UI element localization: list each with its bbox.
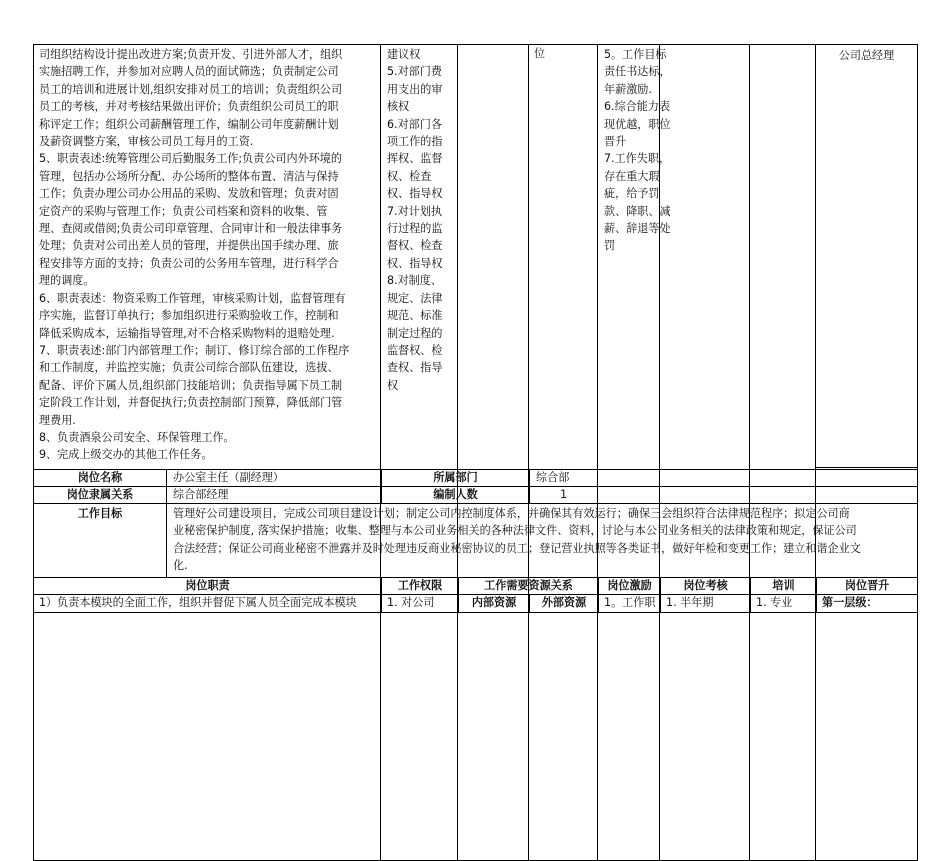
authority-line: 监督权、检 <box>387 343 443 357</box>
authority-line: 规范、标准 <box>387 309 443 323</box>
authority-line: 项工作的指 <box>387 135 443 149</box>
duties-line: 9、完成上级交办的其他工作任务。 <box>39 448 213 462</box>
authority-row-1-text: 1. 对公司 <box>382 595 459 613</box>
goal-label: 工作目标 <box>34 504 167 578</box>
header-promotion: 岗位晋升 <box>817 578 918 595</box>
training-cell <box>750 45 816 861</box>
duties-line: 理的调度。 <box>39 274 95 288</box>
authority-line: 建议权 <box>387 48 421 61</box>
job-info-table <box>33 469 918 613</box>
header-authority: 工作权限 <box>382 578 459 595</box>
authority-line: 7.对计划执 <box>387 204 442 218</box>
authority-line: 权、指导权 <box>387 256 443 270</box>
goal-line: 管理好公司建设项目，完成公司项目建设计划；制定公司内控制度体系，并确保其有效运行；确保三会组织符合法律规范程序；拟定公司商 <box>173 507 850 520</box>
duties-line: 6、职责表述：物资采购工作管理，审核采购计划，监督管理有 <box>39 291 346 305</box>
authority-line: 核权 <box>387 100 410 114</box>
duties-line: 实施招聘工作，并参加对应聘人员的面试筛选；负责制定公司 <box>39 65 339 79</box>
incentive-line: 薪、辞退等处 <box>604 222 671 236</box>
header-duties: 岗位职责 <box>34 578 382 595</box>
authority-line: 督权、检查 <box>387 239 443 253</box>
duties-line: 5、职责表述:统筹管理公司后勤服务工作;负责公司内外环境的 <box>39 152 342 166</box>
goal-text <box>173 505 911 575</box>
duties-line: 8、负责酒泉公司安全、环保管理工作。 <box>39 430 235 444</box>
header-incentive: 岗位激励 <box>599 578 661 595</box>
promotion-row-1-text: 第一层级： <box>817 595 918 613</box>
incentive-line: 款、降职、减 <box>604 204 671 218</box>
duties-text <box>39 46 377 464</box>
incentive-cell <box>598 45 671 861</box>
incentive-line: 存在重大瑕 <box>604 169 660 183</box>
authority-line: 用支出的审 <box>387 82 443 96</box>
duties-line: 程安排等方面的支持；负责公司的公务用车管理，进行科学合 <box>39 256 339 270</box>
duties-line: 称评定工作；组织公司薪酬管理工作，编制公司年度薪酬计划 <box>39 117 339 131</box>
subheader-external-resource: 外部资源 <box>530 595 599 613</box>
duties-line: 和工作制度，并监控实施；负责公司综合部队伍建设，选拔、 <box>39 361 339 375</box>
duties-line: 处理；负责对公司出差人员的管理，并提供出国手续办理、旅 <box>39 239 339 253</box>
promotion-cell <box>816 45 918 468</box>
authority-line: 挥权、监督 <box>387 152 443 166</box>
authority-line: 权、检查 <box>387 169 432 183</box>
header-assessment: 岗位考核 <box>661 578 751 595</box>
duties-line: 员工的考核，并对考核结果做出评价；负责组织公司员工的职 <box>39 100 339 114</box>
authority-line: 规定、法律 <box>387 291 443 305</box>
subheader-internal-resource: 内部资源 <box>459 595 530 613</box>
header-resource: 工作需要资源关系 <box>459 578 599 595</box>
authority-line: 权、指导权 <box>387 187 443 201</box>
incentive-line: 罚 <box>604 239 616 253</box>
duties-line: 司组织结构设计提出改进方案;负责开发、引进外部人才，组织 <box>39 48 343 61</box>
duties-cell <box>34 45 381 861</box>
goal-line: 合法经营；保证公司商业秘密不泄露并及时处理违反商业秘密协议的员工；登记营业执照等各类证书，做好年检和变更工作；建立和谐企业文 <box>173 541 861 555</box>
incentive-line: 责任书达标， <box>604 65 671 79</box>
goal-line: 化. <box>173 559 188 573</box>
duties-line: 管理，包括办公场所分配、办公场所的整体布置、清洁与保持 <box>39 169 339 183</box>
duties-line: 配备、评价下属人员,组织部门技能培训；负责指导属下员工制 <box>39 378 343 392</box>
incentive-line: 5。工作目标 <box>604 48 667 61</box>
training-row-1-text: 1. 专业 <box>751 595 817 613</box>
goal-cell <box>167 504 918 578</box>
duties-line: 员工的培训和进展计划,组织安排对员工的培训；负责组织公司 <box>39 82 343 96</box>
duties-line: 工作；负责办理公司办公用品的采购、发放和管理；负责对固 <box>39 187 339 201</box>
incentive-line: 7.工作失职， <box>604 152 671 166</box>
headcount-value: 1 <box>530 487 918 504</box>
incentive-row-1-text: 1。工作职 <box>599 595 661 613</box>
department-label: 所属部门 <box>382 470 530 487</box>
authority-line: 制定过程的 <box>387 326 443 340</box>
external-resource-text: 位 <box>534 47 546 60</box>
incentive-text <box>604 46 671 255</box>
duties-line: 序实施，监督订单执行；参加组织进行采购验收工作，控制和 <box>39 309 339 323</box>
incentive-line: 疵，给予罚 <box>604 187 660 201</box>
duties-line: 7、职责表述:部门内部管理工作；制订、修订综合部的工作程序 <box>39 343 350 357</box>
authority-line: 5.对部门费 <box>387 65 442 79</box>
incentive-line: 年薪激励. <box>604 82 652 96</box>
authority-line: 8.对制度、 <box>387 274 442 288</box>
authority-line: 6.对部门各 <box>387 117 442 131</box>
incentive-line: 现优越，职位 <box>604 117 671 131</box>
department-value: 综合部 <box>530 470 918 487</box>
authority-line: 行过程的监 <box>387 222 443 236</box>
relation-value: 综合部经理 <box>167 487 382 504</box>
duties-line: 定资产的采购与管理工作；负责公司档案和资料的收集、管 <box>39 204 328 218</box>
headcount-label: 编制人数 <box>382 487 530 504</box>
external-resource-cell <box>529 45 598 861</box>
promotion-text: 公司总经理 <box>838 49 895 62</box>
post-name-value: 办公室主任（副经理） <box>167 470 382 487</box>
authority-cell <box>381 45 458 861</box>
duties-line: 理、查阅或借阅;负责公司印章管理、合同审计和一般法律事务 <box>39 222 343 236</box>
duties-line: 理费用. <box>39 413 76 427</box>
authority-line: 查权、指导 <box>387 361 443 375</box>
duties-line: 定阶段工作计划，并督促执行;负责控制部门预算，降低部门管 <box>39 396 343 410</box>
incentive-line: 晋升 <box>604 135 627 149</box>
goal-line: 业秘密保护制度, 落实保护措施；收集、整理与本公司业务相关的各种法律文件、资料，讨论与本公司业务相关的法律政策和规定，保证公司 <box>173 524 857 538</box>
duties-line: 降低采购成本，运输指导管理,对不合格采购物料的退赔处理. <box>39 326 335 340</box>
duties-line: 及薪资调整方案，审核公司员工每月的工资. <box>39 135 254 149</box>
authority-text <box>387 46 457 394</box>
internal-resource-cell <box>458 45 529 861</box>
duties-continuation-table <box>33 44 918 861</box>
assessment-cell <box>660 45 750 861</box>
header-training: 培训 <box>751 578 817 595</box>
assessment-row-1-text: 1. 半年期 <box>661 595 751 613</box>
relation-label: 岗位隶属关系 <box>34 487 167 504</box>
post-name-label: 岗位名称 <box>34 470 167 487</box>
incentive-line: 6.综合能力表 <box>604 100 671 114</box>
authority-line: 权 <box>387 378 399 392</box>
duty-row-1-text: 1）负责本模块的全面工作，组织并督促下属人员全面完成本模块 <box>34 595 382 613</box>
